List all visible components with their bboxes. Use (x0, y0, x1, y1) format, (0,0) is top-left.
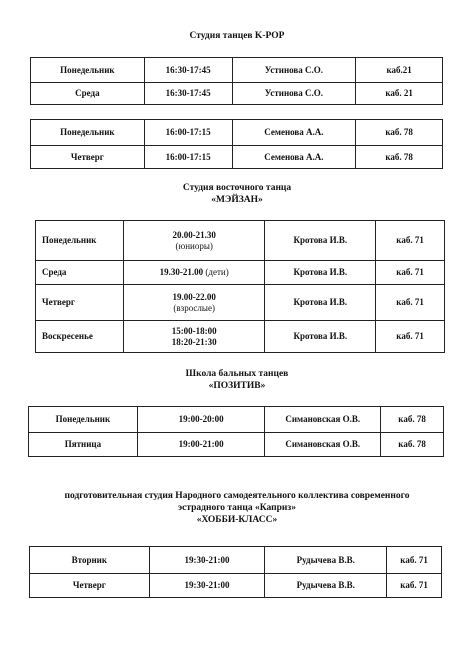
pozitiv-title (0, 368, 474, 392)
teacher-cell: Кротова И.В. (265, 221, 376, 261)
day-cell: Вторник (30, 547, 150, 574)
hobby-title (0, 490, 474, 526)
room-cell: каб. 78 (381, 433, 444, 457)
day-cell: Среда (31, 83, 145, 105)
time-cell: 19:30-21:00 (149, 574, 265, 598)
teacher-cell: Симановская О.В. (265, 407, 381, 433)
group-note: (дети) (205, 267, 229, 277)
meyzan-title-line2: «МЭЙЗАН» (211, 195, 263, 205)
time-cell: 16:30-17:45 (144, 58, 232, 83)
time-cell: 16:00-17:15 (144, 146, 232, 169)
teacher-cell: Кротова И.В. (265, 285, 376, 321)
table-row (30, 574, 442, 598)
hobby-table (29, 546, 442, 598)
table-row (36, 261, 445, 285)
time-cell: 19:30-21:00 (149, 547, 265, 574)
day-cell: Понедельник (29, 407, 138, 433)
pozitiv-title-line1: Школа бальных танцев (185, 369, 289, 379)
table-row (31, 83, 443, 105)
day-cell: Среда (36, 261, 124, 285)
day-cell: Понедельник (36, 221, 124, 261)
table-row (29, 433, 444, 457)
group-note: (взрослые) (173, 302, 215, 313)
time-value-2: 18:20-21:30 (171, 336, 217, 347)
day-cell: Понедельник (31, 120, 145, 146)
room-cell: каб.21 (356, 58, 443, 83)
kpop-table (30, 57, 443, 105)
table-row (36, 221, 445, 261)
time-value: 20.00-21.30 (172, 229, 216, 240)
room-cell: каб. 71 (387, 574, 442, 598)
day-cell: Четверг (31, 146, 145, 169)
table-row (30, 547, 442, 574)
day-cell: Четверг (30, 574, 150, 598)
meyzan-table (35, 220, 445, 353)
teacher-cell: Семенова А.А. (232, 120, 356, 146)
time-value: 19.30-21.00 (159, 267, 204, 277)
hobby-title-line3: «ХОББИ-КЛАСС» (196, 515, 278, 525)
room-cell: каб. 78 (381, 407, 444, 433)
room-cell: каб. 71 (387, 547, 442, 574)
kpop-title: Студия танцев K-POP (189, 31, 285, 41)
room-cell: каб. 71 (376, 261, 445, 285)
teacher-cell: Рудычева В.В. (265, 547, 387, 574)
day-cell: Понедельник (31, 58, 145, 83)
room-cell: каб. 78 (356, 120, 443, 146)
group-note: (юниоры) (175, 240, 213, 251)
table-row (31, 58, 443, 83)
hobby-title-line1: подготовительная студия Народного самодеятельного коллектива современного (64, 491, 410, 501)
time-cell: 16:00-17:15 (144, 120, 232, 146)
teacher-cell: Устинова С.О. (232, 83, 356, 105)
meyzan-title (0, 182, 474, 206)
kpop2-table (30, 119, 443, 169)
day-cell: Пятница (29, 433, 138, 457)
room-cell: каб. 71 (376, 321, 445, 353)
meyzan-title-line1: Студия восточного танца (182, 183, 292, 193)
time-cell: 16:30-17:45 (144, 83, 232, 105)
teacher-cell: Семенова А.А. (232, 146, 356, 169)
room-cell: каб. 21 (356, 83, 443, 105)
time-cell: 19:00-21:00 (137, 433, 265, 457)
table-row (31, 120, 443, 146)
pozitiv-title-line2: «ПОЗИТИВ» (208, 381, 266, 391)
time-value: 15:00-18:00 (171, 325, 217, 336)
table-row (36, 285, 445, 321)
time-cell (123, 261, 265, 285)
teacher-cell: Устинова С.О. (232, 58, 356, 83)
time-value: 19.00-22.00 (172, 291, 216, 302)
day-cell: Воскресенье (36, 321, 124, 353)
teacher-cell: Кротова И.В. (265, 321, 376, 353)
pozitiv-table (28, 406, 444, 457)
teacher-cell: Рудычева В.В. (265, 574, 387, 598)
time-cell (123, 285, 265, 321)
table-row (31, 146, 443, 169)
table-row (29, 407, 444, 433)
room-cell: каб. 78 (356, 146, 443, 169)
time-cell: 19:00-20:00 (137, 407, 265, 433)
teacher-cell: Симановская О.В. (265, 433, 381, 457)
table-row (36, 321, 445, 353)
hobby-title-line2: эстрадного танца «Каприз» (178, 503, 296, 513)
time-cell (123, 221, 265, 261)
room-cell: каб. 71 (376, 285, 445, 321)
day-cell: Четверг (36, 285, 124, 321)
room-cell: каб. 71 (376, 221, 445, 261)
teacher-cell: Кротова И.В. (265, 261, 376, 285)
time-cell (123, 321, 265, 353)
